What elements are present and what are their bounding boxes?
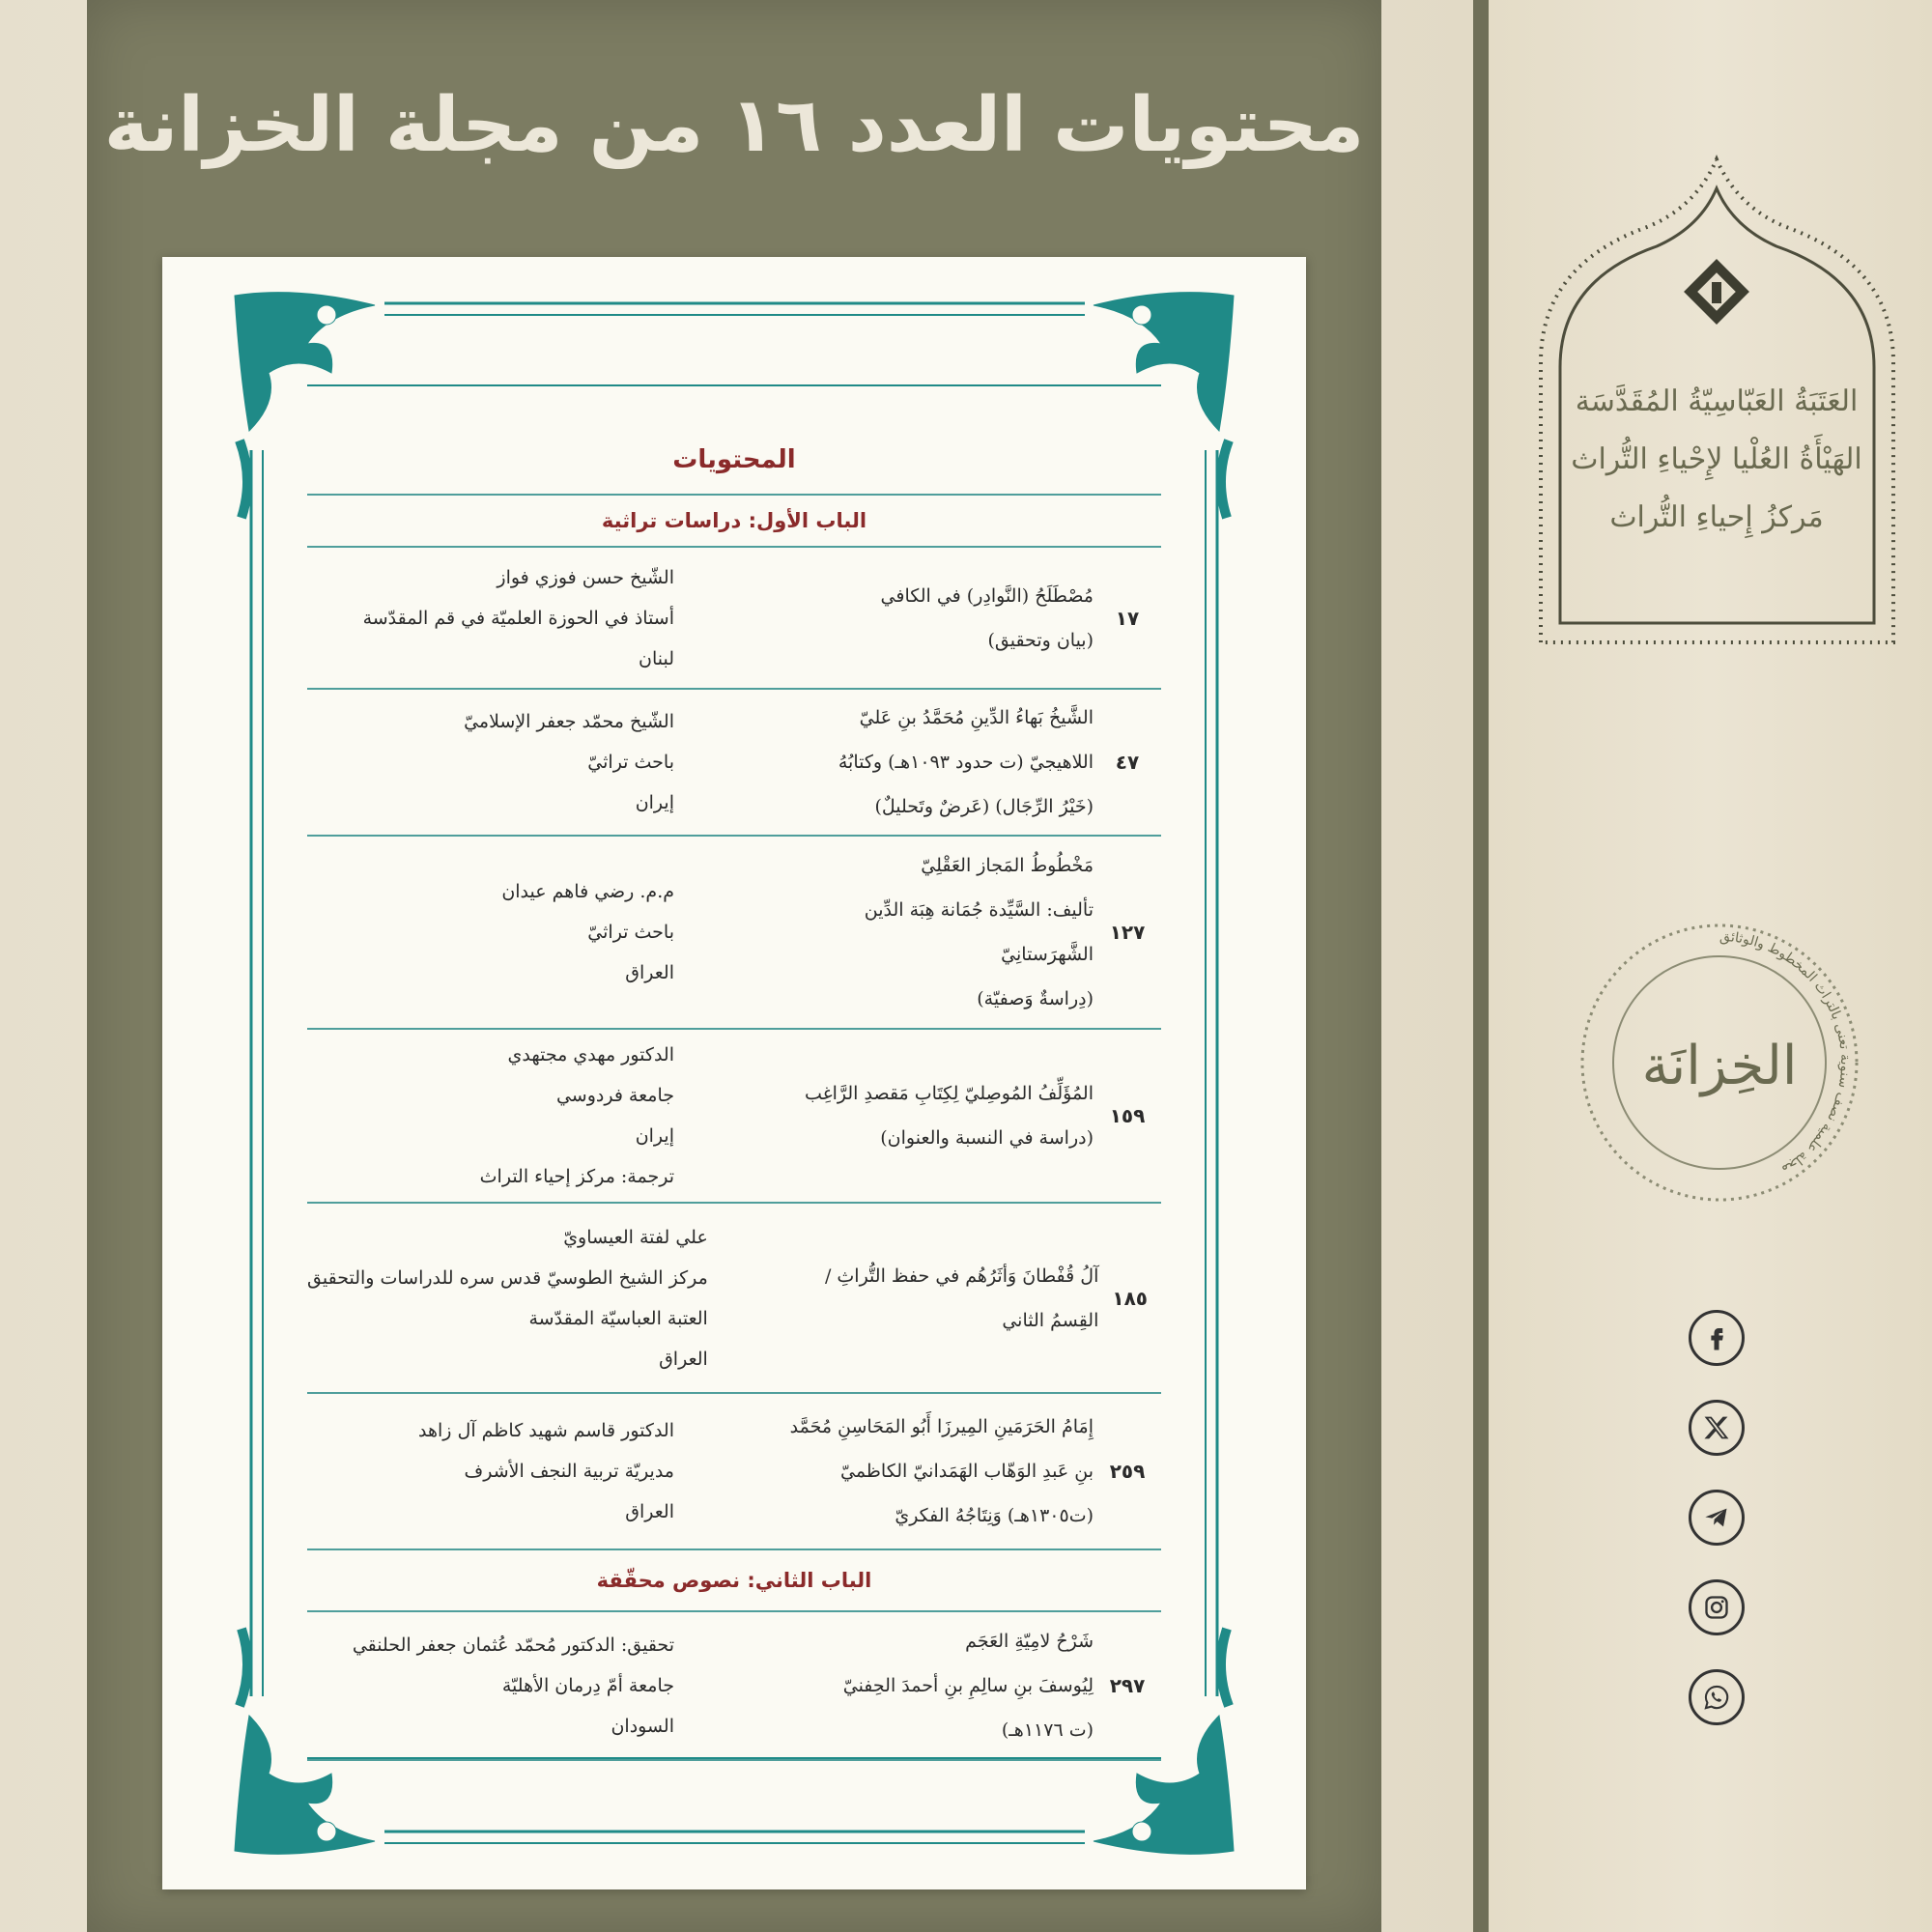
article-title — [723, 692, 1094, 833]
shrine-logo-icon — [1684, 259, 1749, 325]
article-title — [723, 1067, 1094, 1164]
seal-ring-text: مجلة علمية نصف سنوية تعنى بالتراث المخطوط والوثائق — [1719, 928, 1853, 1178]
title-line: آلُ قُفْطانَ وَأثَرُهُم في حفظ التُّراثِ / — [824, 1264, 1099, 1287]
author-line: الشّيخ حسن فوزي فواز — [497, 566, 674, 588]
author-line: السودان — [611, 1716, 674, 1737]
toc-entry — [307, 1030, 1161, 1204]
divider-bar — [1473, 0, 1489, 1932]
toc-entry — [307, 548, 1161, 690]
author-line: الدكتور مهدي مجتهدي — [507, 1044, 674, 1065]
article-author — [307, 1621, 723, 1750]
author-line: أستاذ في الحوزة العلميّة في قم المقدّسة — [362, 607, 674, 629]
page-title: محتويات العدد ١٦ من مجلة الخزانة — [103, 82, 1365, 169]
section-heading-2: الباب الثاني: نصوص محقّقة — [596, 1569, 872, 1592]
facebook-button[interactable] — [1689, 1310, 1745, 1366]
page-number: ١٨٥ — [1112, 1286, 1148, 1310]
article-title — [723, 1615, 1094, 1756]
page-number: ١٧ — [1115, 606, 1140, 630]
institution-emblem — [1531, 150, 1903, 652]
author-line: العراق — [659, 1348, 708, 1370]
author-line: إيران — [635, 1125, 674, 1147]
author-line: العراق — [625, 1501, 674, 1522]
contents-page — [162, 257, 1306, 1889]
article-author — [307, 1213, 756, 1383]
article-author — [307, 697, 723, 827]
page-number: ٢٩٧ — [1109, 1674, 1146, 1697]
instagram-icon — [1703, 1594, 1730, 1621]
title-line: (بيان وتحقيق) — [987, 629, 1094, 651]
title-line: اللاهيجيّ (ت حدود ١٠٩٣هـ) وكتابُهُ — [838, 752, 1094, 773]
title-line: القِسمُ الثاني — [1002, 1309, 1099, 1331]
title-line: إِمَامُ الحَرَمَينِ المِيرزَا أَبُو المَحَاسِنِ مُحَمَّد — [789, 1416, 1094, 1437]
title-line: تأليف: السَّيِّدة جُمَانة هِبَة الدِّين — [864, 899, 1094, 921]
toc-heading: المحتويات — [672, 445, 796, 474]
author-line: باحث تراثيّ — [587, 922, 674, 943]
title-line: (ت١٣٠٥هـ) وَنِتَاجُهُ الفكريّ — [895, 1505, 1094, 1526]
title-line: (ت ١١٧٦هـ) — [1001, 1719, 1094, 1741]
table-of-contents — [307, 383, 1161, 1761]
x-button[interactable] — [1689, 1400, 1745, 1456]
title-line: الشَّيخُ بَهاءُ الدِّينِ مُحَمَّدُ بنِ عَليّ — [859, 707, 1094, 728]
article-title — [723, 839, 1094, 1025]
toc-entry — [307, 690, 1161, 837]
title-line: (خَيْرُ الرِّجَال) (عَرضٌ وتَحليلٌ) — [874, 796, 1094, 817]
author-line: إيران — [635, 792, 674, 813]
author-line: م.م. رضي فاهم عيدان — [501, 881, 674, 902]
article-title — [723, 570, 1094, 667]
toc-entry — [307, 1394, 1161, 1550]
title-line: مَخْطُوطُ المَجاز العَقْلِيّ — [921, 855, 1094, 876]
title-line: لِيُوسفَ بنِ سالِمِ بنِ أحمدَ الحِفنيّ — [842, 1675, 1094, 1696]
page-number: ٤٧ — [1115, 751, 1140, 774]
article-title — [723, 1401, 1094, 1542]
author-line: مديريّة تربية النجف الأشرف — [464, 1461, 674, 1482]
page-number: ١٢٧ — [1109, 921, 1146, 944]
toc-entry — [307, 1612, 1161, 1761]
article-author — [307, 867, 723, 997]
whatsapp-button[interactable] — [1689, 1669, 1745, 1725]
section-heading-1: الباب الأول: دراسات تراثية — [601, 509, 867, 532]
article-author — [307, 1031, 723, 1201]
x-icon — [1703, 1414, 1730, 1441]
author-line: الدكتور قاسم شهيد كاظم آل زاهد — [418, 1420, 674, 1441]
title-line: بنِ عَبدِ الوَهّاب الهَمَدانيّ الكاظميّ — [839, 1461, 1094, 1482]
telegram-button[interactable] — [1689, 1490, 1745, 1546]
author-line: الشّيخ محمّد جعفر الإسلاميّ — [464, 711, 674, 732]
journal-seal — [1575, 918, 1864, 1208]
title-line: (دراسة في النسبة والعنوان) — [880, 1127, 1094, 1149]
title-line: مُصْطَلَحُ (النَّوادِر) في الكافي — [880, 584, 1094, 607]
article-author — [307, 554, 723, 683]
article-title — [756, 1250, 1099, 1347]
telegram-icon — [1703, 1504, 1730, 1531]
title-line: الشَّهرَستانِيّ — [1001, 944, 1094, 965]
author-line: العتبة العباسيّة المقدّسة — [528, 1307, 708, 1329]
seal-title: الخِزانَة — [1641, 1035, 1798, 1097]
author-line: تحقيق: الدكتور مُحمّد عُثمان جعفر الحلنقي — [352, 1634, 674, 1656]
toc-entry — [307, 837, 1161, 1030]
facebook-icon — [1702, 1323, 1731, 1352]
emblem-line-3: مَركزُ إِحياءِ التُّراث — [1609, 500, 1824, 534]
emblem-line-1: العَتَبَةُ العَبّاسِيّةُ المُقَدَّسَة — [1575, 384, 1859, 418]
title-line: شَرْحُ لامِيّةِ العَجَم — [965, 1631, 1094, 1652]
author-line: علي لفتة العيساويّ — [563, 1226, 708, 1248]
toc-entry — [307, 1204, 1161, 1394]
author-line: ترجمة: مركز إحياء التراث — [479, 1166, 674, 1187]
author-line: جامعة فردوسي — [555, 1085, 674, 1106]
page-number: ١٥٩ — [1109, 1104, 1146, 1127]
author-line: لبنان — [639, 647, 674, 669]
author-line: العراق — [625, 962, 674, 983]
author-line: باحث تراثيّ — [587, 752, 674, 773]
article-author — [307, 1406, 723, 1536]
instagram-button[interactable] — [1689, 1579, 1745, 1635]
title-line: (دِراسةٌ وَصفيّة) — [977, 988, 1094, 1009]
whatsapp-icon — [1703, 1684, 1730, 1711]
author-line: مركز الشيخ الطوسيّ قدس سره للدراسات والتحقيق — [307, 1266, 708, 1289]
author-line: جامعة أمّ دِرمان الأهليّة — [501, 1675, 674, 1696]
title-line: المُؤَلِّفُ المُوصِليّ لِكِتَابِ مَقصدِ الرَّاغِب — [805, 1083, 1094, 1104]
page-number: ٢٥٩ — [1109, 1460, 1146, 1483]
emblem-line-2: الهَيْأَةُ العُلْيا لإِحْياءِ التُّراث — [1571, 442, 1862, 476]
